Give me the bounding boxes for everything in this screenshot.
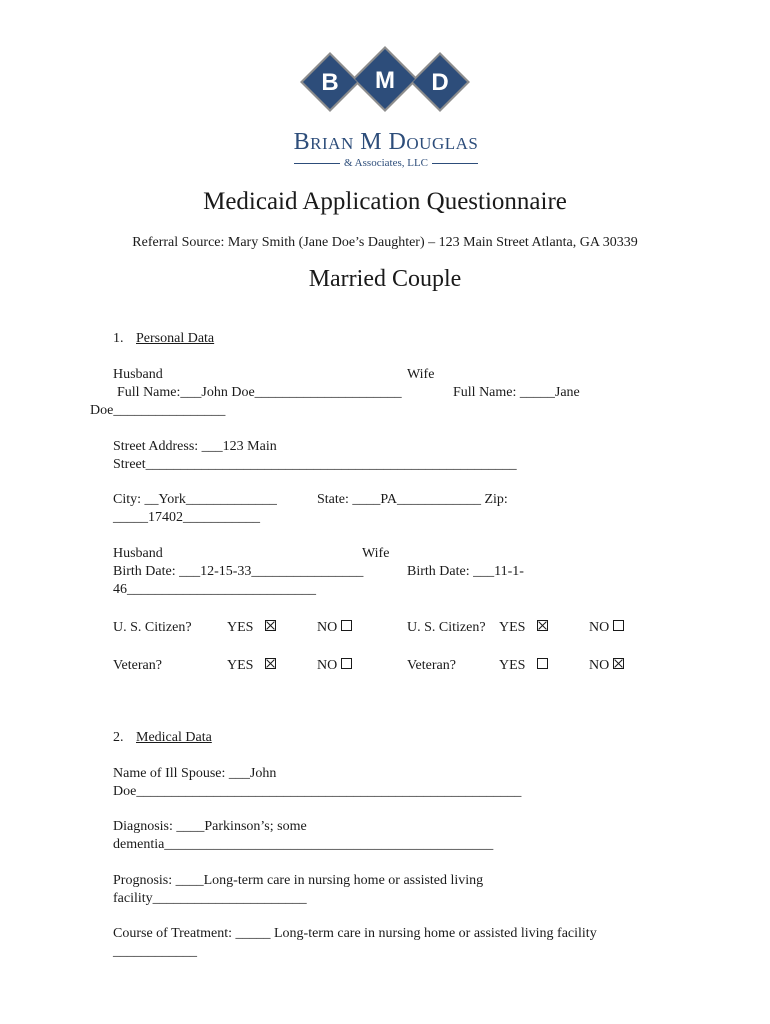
husband-label-birth: Husband (113, 546, 163, 561)
logo-letter-b: B (321, 69, 339, 96)
husband-full-name: Full Name:___John Doe_____________________ (117, 385, 402, 400)
husband-veteran-label: Veteran? (113, 658, 162, 673)
wife-label-birth: Wife (362, 546, 390, 561)
section-1-heading: Personal Data (136, 331, 215, 346)
husband-veteran-no: NO (317, 657, 352, 675)
husband-citizen-no: NO (317, 619, 352, 637)
wife-veteran-no: NO (589, 657, 624, 675)
ill-spouse-field: Name of Ill Spouse: ___John (113, 766, 277, 781)
bmd-logo-icon (300, 44, 470, 120)
brand-block (266, 128, 506, 170)
wife-citizen-label: U. S. Citizen? (407, 620, 486, 635)
page-title: Medicaid Application Questionnaire (203, 188, 567, 215)
wife-veteran-yes: YES (499, 657, 548, 675)
wife-full-name-cont: Doe________________ (90, 403, 226, 418)
zip-value: _____17402___________ (113, 510, 260, 525)
wife-full-name: Full Name: _____Jane (453, 385, 580, 400)
section-2-heading: Medical Data (136, 730, 212, 745)
course-of-treatment-field-cont: ____________ (113, 944, 197, 959)
logo-letter-m: M (375, 67, 395, 94)
section-2-number: 2. (113, 730, 124, 745)
ill-spouse-field-cont: Doe_______________________________________________________ (113, 784, 522, 799)
wife-citizen-no: NO (589, 619, 624, 637)
husband-citizen-yes-checkbox[interactable] (265, 620, 276, 631)
diagnosis-field-cont: dementia_______________________________________________ (113, 837, 494, 852)
husband-veteran-no-checkbox[interactable] (341, 658, 352, 669)
husband-veteran-yes: YES (227, 657, 276, 675)
husband-citizen-no-checkbox[interactable] (341, 620, 352, 631)
diagnosis-field: Diagnosis: ____Parkinson’s; some (113, 819, 307, 834)
husband-birth-date: Birth Date: ___12-15-33________________ (113, 564, 364, 579)
wife-birth-date: Birth Date: ___11-1- (407, 564, 524, 579)
husband-label: Husband (113, 367, 163, 382)
husband-veteran-yes-checkbox[interactable] (265, 658, 276, 669)
street-address: Street Address: ___123 Main (113, 439, 277, 454)
wife-veteran-no-checkbox[interactable] (613, 658, 624, 669)
street-address-cont: Street_____________________________________________________ (113, 457, 517, 472)
city-field: City: __York_____________ (113, 492, 277, 507)
husband-citizen-yes: YES (227, 619, 276, 637)
logo-letter-d: D (431, 69, 449, 96)
brand-name: Brian M Douglas (293, 129, 479, 155)
wife-citizen-yes: YES (499, 619, 548, 637)
prognosis-field: Prognosis: ____Long-term care in nursing home or assisted living (113, 873, 484, 888)
wife-birth-date-cont: 46___________________________ (113, 582, 316, 597)
section-1-number: 1. (113, 331, 124, 346)
referral-source: Referral Source: Mary Smith (Jane Doe’s Daughter) – 123 Main Street Atlanta, GA 30339 (132, 235, 638, 250)
page-subtitle: Married Couple (308, 266, 462, 292)
wife-veteran-label: Veteran? (407, 658, 456, 673)
wife-label: Wife (407, 367, 435, 382)
course-of-treatment-field: Course of Treatment: _____ Long-term care in nursing home or assisted living facility (113, 926, 597, 941)
prognosis-field-cont: facility______________________ (113, 891, 307, 906)
brand-subtitle: & Associates, LLC (266, 157, 506, 170)
state-zip-field: State: ____PA____________ Zip: (317, 492, 508, 507)
husband-citizen-label: U. S. Citizen? (113, 620, 192, 635)
wife-veteran-yes-checkbox[interactable] (537, 658, 548, 669)
wife-citizen-no-checkbox[interactable] (613, 620, 624, 631)
wife-citizen-yes-checkbox[interactable] (537, 620, 548, 631)
